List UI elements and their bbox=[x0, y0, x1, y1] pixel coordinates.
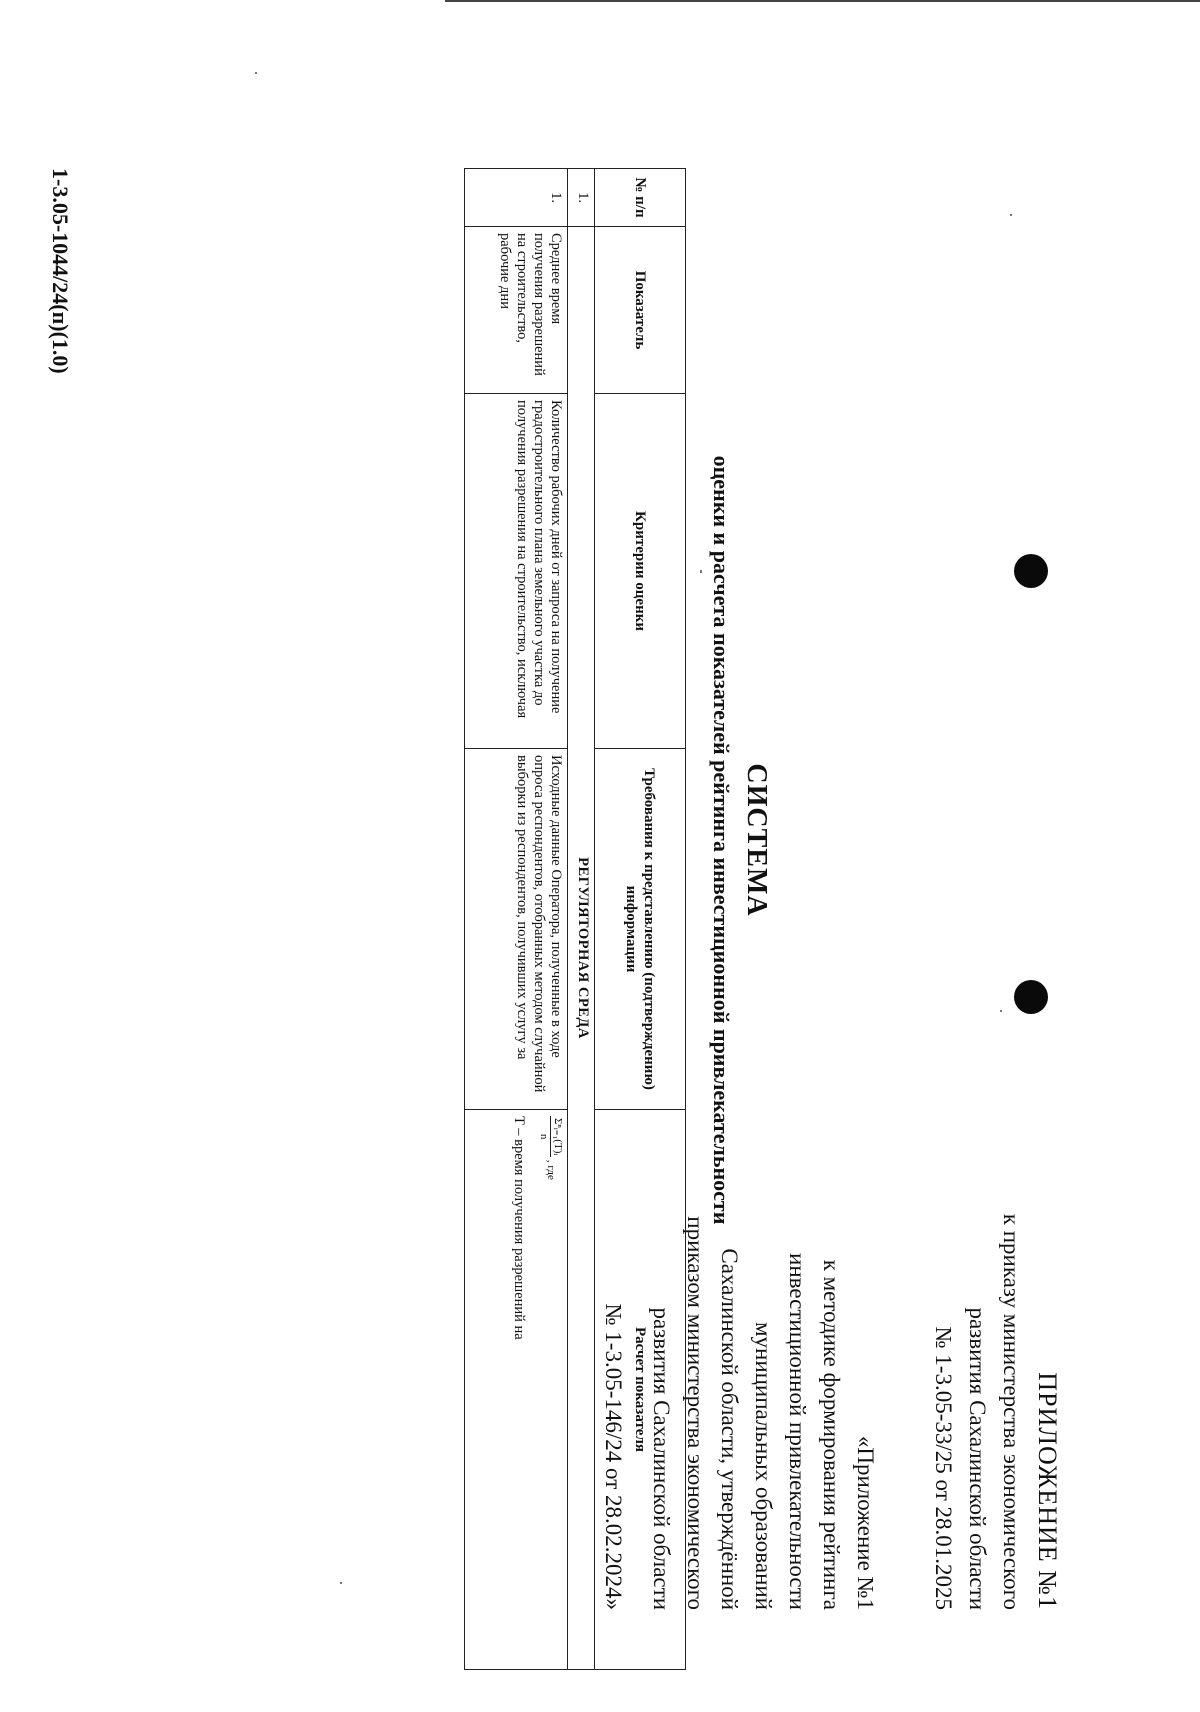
methodology-line: муниципальных образований bbox=[751, 1321, 776, 1610]
methodology-line: к методике формирования рейтинга bbox=[819, 1259, 844, 1610]
formula-suffix: , где bbox=[544, 1159, 557, 1180]
header-requirements: Требования к представлению (подтверждению) информации bbox=[595, 749, 686, 1110]
row-num: 1. bbox=[465, 169, 568, 227]
section-title: РЕГУЛЯТОРНАЯ СРЕДА bbox=[568, 227, 595, 1670]
order-line: к приказу министерства экономического bbox=[999, 1213, 1024, 1610]
header-criteria: Критерии оценки bbox=[595, 394, 686, 749]
methodology-line: приказом министерства экономического bbox=[683, 1216, 708, 1610]
appendix-heading: ПРИЛОЖЕНИЕ №1 bbox=[1033, 1372, 1062, 1610]
methodology-line: развития Сахалинской области bbox=[649, 1307, 674, 1610]
title-line-1: СИСТЕМА bbox=[741, 763, 772, 917]
title-line-2: оценки и расчета показателей рейтинга инвестиционной привлекательности bbox=[709, 455, 734, 1225]
header-calculation: Расчет показателя bbox=[595, 1110, 686, 1670]
row-requirements: Исходные данные Оператора, полученные в ходе опроса респондентов, отобранных методом случайной выборки из респондентов, получивших услугу за bbox=[465, 749, 568, 1110]
order-line: развития Сахалинской области bbox=[965, 1307, 990, 1610]
calculation-formula bbox=[537, 1116, 564, 1663]
methodology-line: инвестиционной привлекательности bbox=[785, 1253, 810, 1610]
rating-table bbox=[464, 168, 686, 1670]
row-calculation bbox=[465, 1110, 568, 1670]
document-title bbox=[705, 200, 775, 1480]
header-indicator: Показатель bbox=[595, 227, 686, 394]
methodology-line: № 1-3.05-146/24 от 28.02.2024» bbox=[601, 1303, 626, 1610]
row-indicator: Среднее время получения разрешений на строительство, рабочие дни bbox=[465, 227, 568, 394]
table-header-row bbox=[595, 169, 686, 1670]
methodology-line: Сахалинской области, утверждённой bbox=[717, 1248, 742, 1610]
calculation-note: T – время получения разрешений на bbox=[511, 1116, 527, 1340]
order-line: № 1-3.05-33/25 от 28.01.2025 bbox=[931, 1326, 956, 1610]
document-code: 1-3.05-1044/24(п)(1.0) bbox=[48, 168, 73, 374]
header-num: № п/п bbox=[595, 169, 686, 227]
formula-fraction bbox=[537, 1116, 564, 1157]
row-criteria: Количество рабочих дней от запроса на получение градостроительного плана земельного участка до получения разрешения на строительство, исключая bbox=[465, 394, 568, 749]
formula-numerator: Σⁿᵢ₌₁(T)ᵢ bbox=[552, 1118, 564, 1156]
formula-denominator: n bbox=[538, 1133, 550, 1140]
table-row bbox=[465, 169, 568, 1670]
section-num: 1. bbox=[568, 169, 595, 227]
section-row bbox=[568, 169, 595, 1670]
methodology-line: «Приложение №1 bbox=[853, 1435, 878, 1610]
